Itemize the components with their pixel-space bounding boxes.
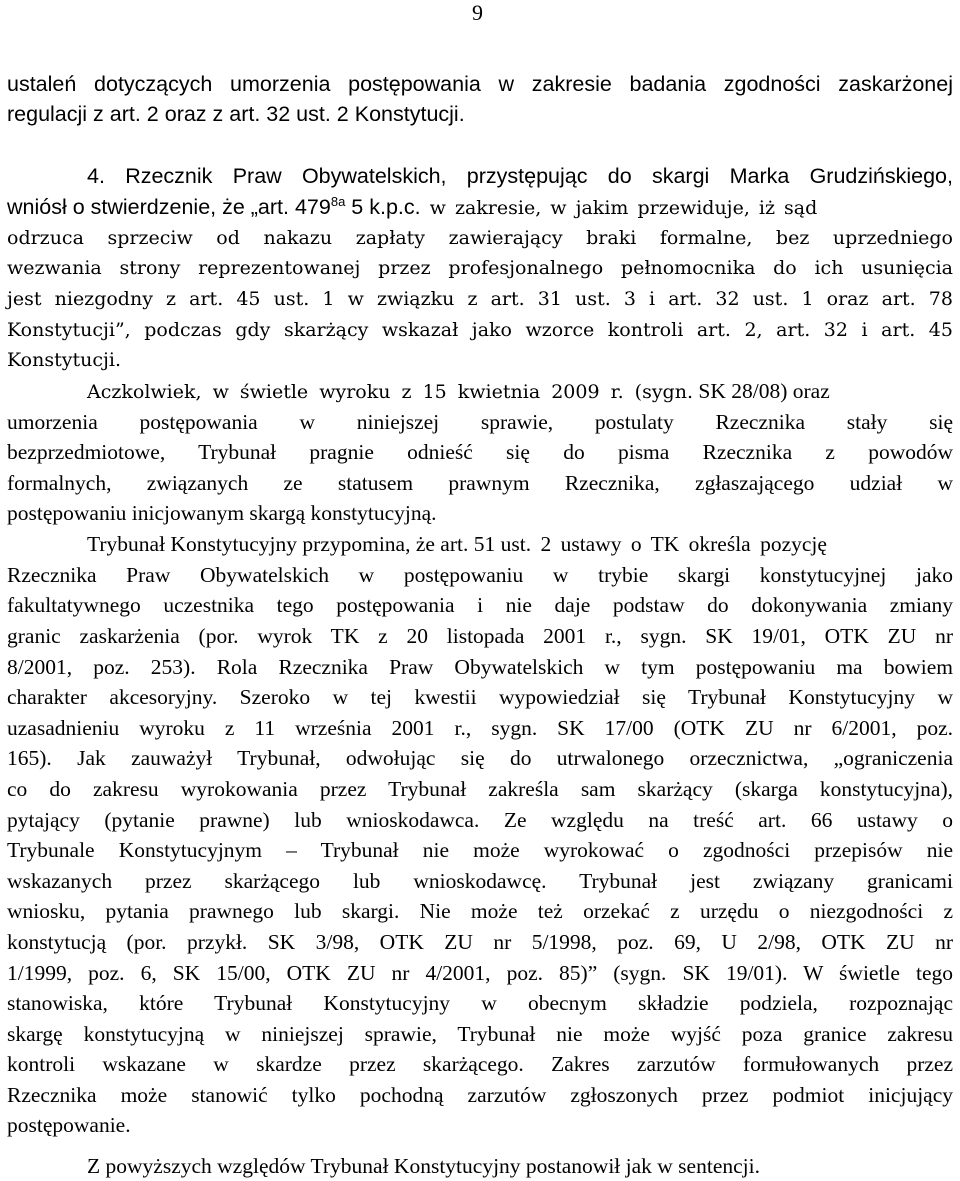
text-line: 4. Rzecznik Praw Obywatelskich, przystępując do skargi Marka Grudzińskiego,: [87, 164, 953, 188]
text-span: wniósł o stwierdzenie, że „art. 479: [7, 195, 331, 219]
text-line: Konstytucji.: [7, 349, 121, 371]
text-line: skargę konstytucyjną w niniejszej sprawie, Trybunał nie może wyjść poza granice zakresu: [7, 1022, 953, 1046]
text-line: fakultatywnego uczestnika tego postępowania i nie daje podstaw do dokonywania zmiany: [7, 593, 953, 617]
text-line: Konstytucji”, podczas gdy skarżący wskazał jako wzorce kontroli art. 2, art. 32 i art. 45: [7, 319, 953, 341]
text-line: bezprzedmiotowe, Trybunał pragnie odnieść się do pisma Rzecznika z powodów: [7, 440, 953, 464]
text-line: 165). Jak zauważył Trybunał, odwołując się do utrwalonego orzecznictwa, „ograniczenia: [7, 746, 953, 770]
text-line: konstytucją (por. przykł. SK 3/98, OTK ZU nr 5/1998, poz. 69, U 2/98, OTK ZU nr: [7, 930, 953, 954]
text-line-mixed: [7, 376, 953, 407]
closing-line: Z powyższych względów Trybunał Konstytucyjny postanowił jak w sentencji.: [87, 1154, 760, 1178]
text-line: formalnych, związanych ze statusem prawnym Rzecznika, zgłaszającego udział w: [7, 471, 953, 495]
text-line: postępowaniu inicjowanym skargą konstytucyjną.: [7, 501, 437, 525]
text-line: ustaleń dotyczących umorzenia postępowania w zakresie badania zgodności zaskarżonej: [7, 72, 953, 96]
text-span: 5 k.p.c.: [345, 195, 421, 219]
text-line: stanowiska, które Trybunał Konstytucyjny w obecnym składzie podziela, rozpoznając: [7, 991, 953, 1015]
text-line: jest niezgodny z art. 45 ust. 1 w związku z art. 31 ust. 3 i art. 32 ust. 1 oraz art. 78: [7, 288, 953, 310]
text-line-mixed: [7, 529, 953, 559]
page-number: 9: [472, 0, 483, 25]
text-line: postępowanie.: [7, 1113, 131, 1137]
text-line: 1/1999, poz. 6, SK 15/00, OTK ZU nr 4/2001, poz. 85)” (sygn. SK 19/01). W świetle tego: [7, 961, 953, 985]
text-line: co do zakresu wyrokowania przez Trybunał zakreśla sam skarżący (skarga konstytucyjna),: [7, 777, 953, 801]
text-line: wniosku, pytania prawnego lub skargi. Nie może też orzekać z urzędu o niezgodności z: [7, 899, 953, 923]
text-line: wskazanych przez skarżącego lub wnioskodawcę. Trybunał jest związany granicami: [7, 869, 953, 893]
text-line: granic zaskarżenia (por. wyrok TK z 20 listopada 2001 r., sygn. SK 19/01, OTK ZU nr: [7, 624, 953, 648]
text-line: uzasadnieniu wyroku z 11 września 2001 r., sygn. SK 17/00 (OTK ZU nr 6/2001, poz.: [7, 716, 953, 740]
text-span: Trybunał Konstytucyjny przypomina, że art. 51 ust.: [87, 532, 532, 556]
text-line: regulacji z art. 2 oraz z art. 32 ust. 2 Konstytucji.: [7, 102, 465, 126]
text-line: wezwania strony reprezentowanej przez profesjonalnego pełnomocnika do ich usunięcia: [7, 257, 953, 279]
text-line: 8/2001, poz. 253). Rola Rzecznika Praw Obywatelskich w tym postępowaniu ma bowiem: [7, 655, 953, 679]
text-line: Rzecznika Praw Obywatelskich w postępowaniu w trybie skargi konstytucyjnej jako: [7, 563, 953, 587]
text-line: umorzenia postępowania w niniejszej sprawie, postulaty Rzecznika stały się: [7, 410, 953, 434]
text-line: odrzuca sprzeciw od nakazu zapłaty zawierający braki formalne, bez uprzedniego: [7, 227, 953, 249]
text-span: Aczkolwiek, w świetle wyroku z 15 kwietnia 2009 r. (sygn.: [87, 381, 694, 403]
text-line-mixed: [7, 192, 953, 223]
text-span: SK 28/08) oraz: [693, 379, 830, 403]
text-line: pytający (pytanie prawne) lub wnioskodawca. Ze względu na treść art. 66 ustawy o: [7, 808, 953, 832]
text-span: 2 ustawy o TK określa pozycję: [531, 532, 827, 556]
text-span: w zakresie, w jakim przewiduje, iż sąd: [420, 197, 818, 219]
superscript: 8a: [330, 193, 346, 209]
text-line: Rzecznika może stanowić tylko pochodną zarzutów zgłoszonych przez podmiot inicjujący: [7, 1083, 953, 1107]
text-line: charakter akcesoryjny. Szeroko w tej kwestii wypowiedział się Trybunał Konstytucyjny w: [7, 685, 953, 709]
text-line: kontroli wskazane w skardze przez skarżącego. Zakres zarzutów formułowanych przez: [7, 1052, 953, 1076]
text-line: Trybunale Konstytucyjnym – Trybunał nie może wyrokować o zgodności przepisów nie: [7, 838, 953, 862]
